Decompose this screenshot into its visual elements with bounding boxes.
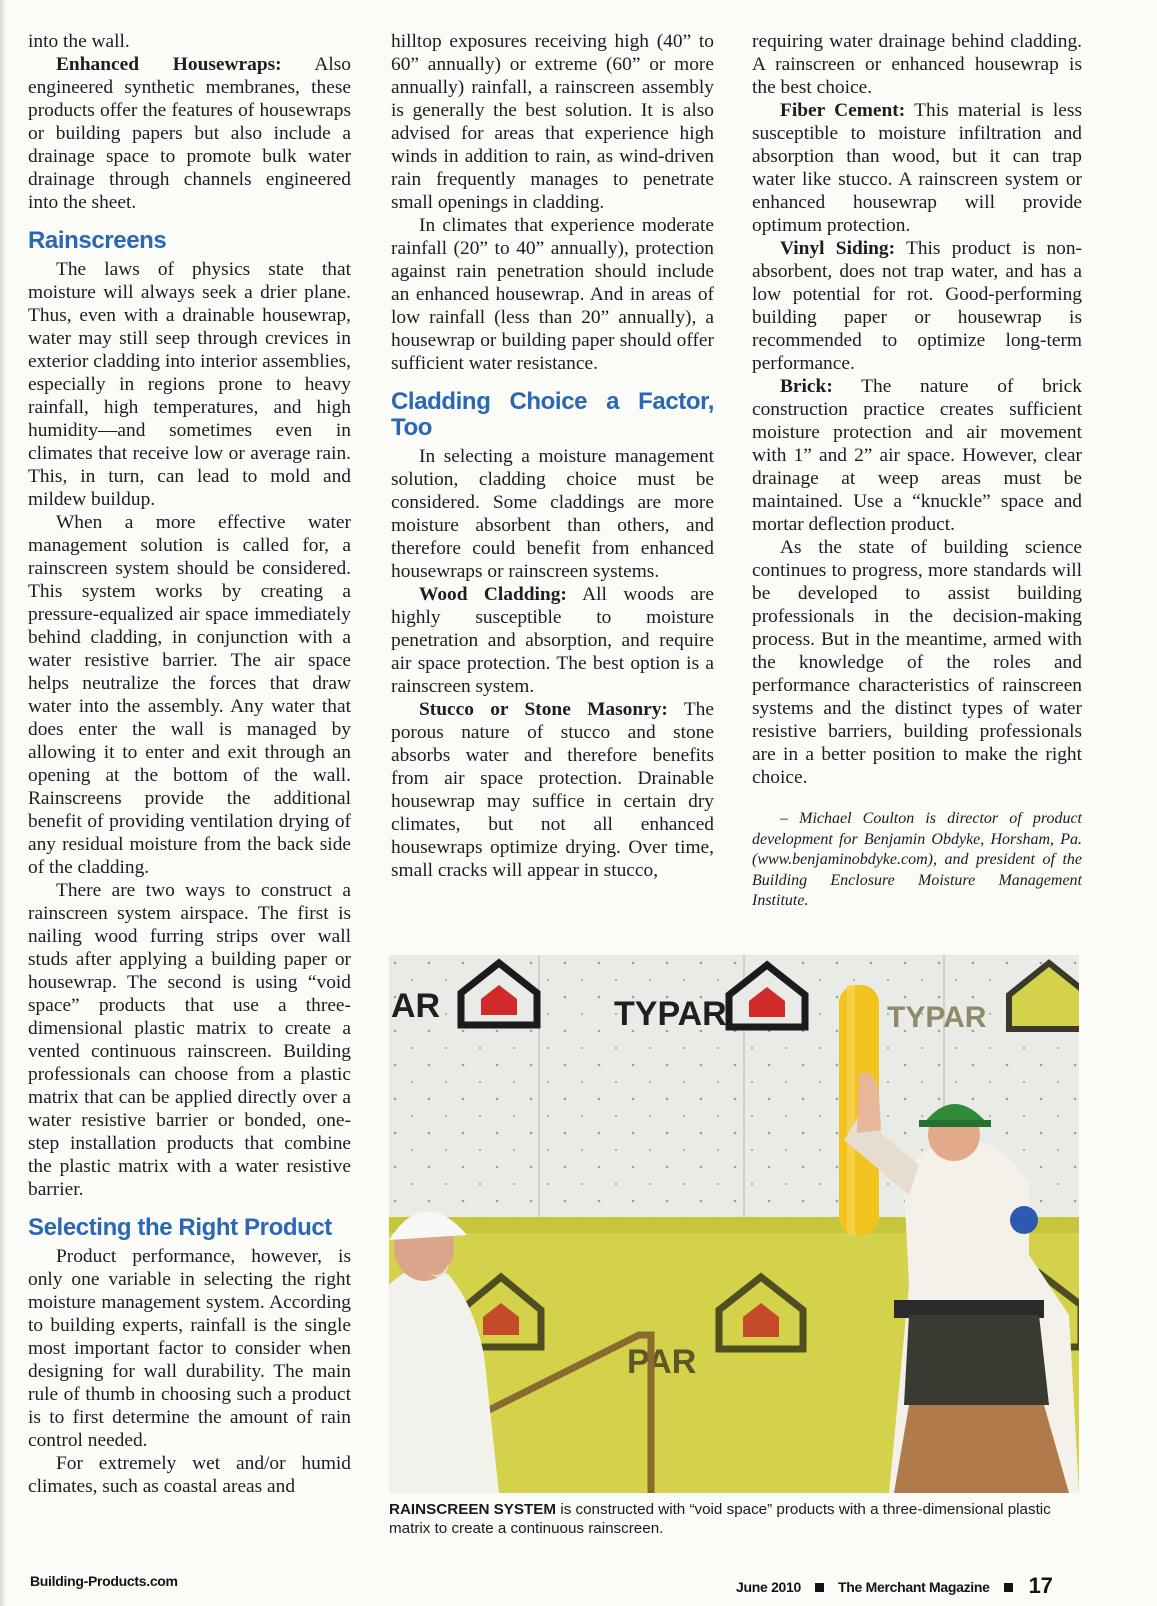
paragraph [752,237,1082,375]
paragraph-text: This product is non-absorbent, does not trap water, and has a low potential for rot. Good-performing building paper or housewrap is recommended to optimize long-term performance. [752,238,1082,374]
paragraph [28,53,351,214]
separator-square-icon [1004,1583,1013,1592]
paragraph: The laws of physics state that moisture will always seek a drier plane. Thus, even with a drainable housewrap, water may still seep through crevices in exterior cladding into interior assemblies, especially in regions prone to heavy rainfall, high temperatures, and high humidity—and sometimes even in climates that receive low or average rain. This, in turn, can lead to mold and mildew buildup. [28,259,351,510]
caption-lead: RAINSCREEN SYSTEM [389,1501,557,1518]
paragraph [391,583,714,698]
paragraph-lead: Stucco or Stone Masonry: [419,699,668,720]
paragraph: There are two ways to construct a rainscreen system airspace. The first is nailing wood furring strips over wall studs after applying a building paper or housewrap. The second is using “void space” products that use a three-dimensional plastic matrix to create a vented continuous rainscreen. Building professionals can choose from a plastic matrix that can be applied directly over a water resistive barrier or bonded, one-step installation products that combine the plastic matrix with a water resistive barrier. [28,880,351,1200]
page-binding-edge [0,0,6,1606]
footer-site: Building-Products.com [30,1573,178,1589]
article-column-1 [28,30,351,1498]
paragraph-text: Also engineered synthetic membranes, these products offer the features of housewraps or building papers but also include a drainage space to promote bulk water drainage through channels engineered into the sheet. [28,54,351,213]
paragraph: When a more effective water management solution is called for, a rainscreen system should be considered. This system works by creating a pressure-equalized air space immediately behind cladding, in conjunction with a water resistive barrier. The air space helps neutralize the forces that draw water into the assembly. Any water that does enter the wall is managed by allowing it to enter and exit through an opening at the bottom of the wall. Rainscreens provide the additional benefit of providing ventilation drying of any residual moisture from the back side of the cladding. [28,512,351,878]
footer-date: June 2010 [736,1579,802,1595]
section-heading-selecting: Selecting the Right Product [28,1214,332,1241]
brand-text-center: TYPAR [614,995,727,1033]
section-heading-rainscreens: Rainscreens [28,227,167,254]
paragraph-text: The porous nature of stucco and stone absorbs water and therefore benefits from air space protection. Drainable housewrap may suffice in certain dry climates, but not all enhanced housewraps optimize drying. Over time, small cracks will appear in stucco, [391,699,714,881]
paragraph-text: This material is less susceptible to moisture infiltration and absorption than wood, but it can trap water like stucco. A rainscreen system or enhanced housewrap will provide optimum protection. [752,100,1083,236]
footer-folio [736,1573,1076,1599]
paragraph-lead: Enhanced Housewraps: [56,54,282,75]
paragraph: In selecting a moisture management solution, cladding choice must be considered. Some claddings are more moisture absorbent than others, and therefore could benefit from enhanced housewraps or rainscreen systems. [391,446,714,582]
paragraph [752,375,1082,536]
paragraph-lead: Brick: [780,376,833,397]
separator-square-icon [815,1583,824,1592]
paragraph-text: All woods are highly susceptible to moisture penetration and absorption, and require air space protection. The best option is a rainscreen system. [391,584,714,697]
caption-text: is constructed with “void space” products with a three-dimensional plastic matrix to create a continuous rainscreen. [389,1501,1051,1537]
article-column-2 [391,30,714,882]
article-photo [389,955,1079,1493]
brand-text-right: TYPAR [887,1001,987,1034]
paragraph: into the wall. [28,31,130,52]
footer-magazine: The Merchant Magazine [838,1579,990,1595]
paragraph: For extremely wet and/or humid climates, such as coastal areas and [28,1453,351,1497]
photo-illustration [389,955,1079,1493]
paragraph [752,99,1082,237]
section-heading-cladding: Cladding Choice a Factor, Too [391,388,714,441]
paragraph-lead: Vinyl Siding: [780,238,896,259]
paragraph: In climates that experience moderate rainfall (20” to 40” annually), protection against rain penetration should include an enhanced housewrap. And in areas of low rainfall (less than 20” annually), a housewrap or building paper should offer sufficient water resistance. [391,215,714,374]
paragraph: As the state of building science continues to progress, more standards will be developed to assist building professionals in the decision-making process. But in the meantime, armed with the knowledge of the roles and performance characteristics of rainscreen systems and the distinct types of water resistive barriers, building professionals are in a better position to make the right choice. [752,537,1082,788]
paragraph: requiring water drainage behind cladding. A rainscreen or enhanced housewrap is the best choice. [752,31,1082,98]
paragraph: hilltop exposures receiving high (40” to 60” annually) or extreme (60” or more annually) rainfall, a rainscreen assembly is generally the best solution. It is also advised for areas that experience high winds in addition to rain, as wind-driven rain frequently manages to penetrate small openings in cladding. [391,31,714,213]
author-byline: – Michael Coulton is director of product development for Benjamin Obdyke, Horsham, Pa. (www.benjaminobdyke.com), and president of the Building Enclosure Moisture Management Institute. [752,810,1082,909]
photo-caption [389,1500,1079,1538]
brand-fragment-lower: PAR [627,1343,697,1381]
paragraph: Product performance, however, is only one variable in selecting the right moisture management system. According to building experts, rainfall is the single most important factor to consider when designing for wall durability. The main rule of thumb in choosing such a product is to first determine the amount of rain control needed. [28,1246,351,1451]
paragraph-lead: Wood Cladding: [419,584,567,605]
paragraph-lead: Fiber Cement: [780,100,906,121]
brand-fragment-left: AR [391,987,441,1025]
page-number: 17 [1028,1573,1053,1598]
article-column-3 [752,30,1082,912]
paragraph [391,698,714,882]
paragraph-text: The nature of brick construction practice creates sufficient moisture protection and air movement with 1” and 2” air space. However, clear drainage at weep areas must be maintained. Use a “knuckle” space and mortar deflection product. [752,376,1082,535]
